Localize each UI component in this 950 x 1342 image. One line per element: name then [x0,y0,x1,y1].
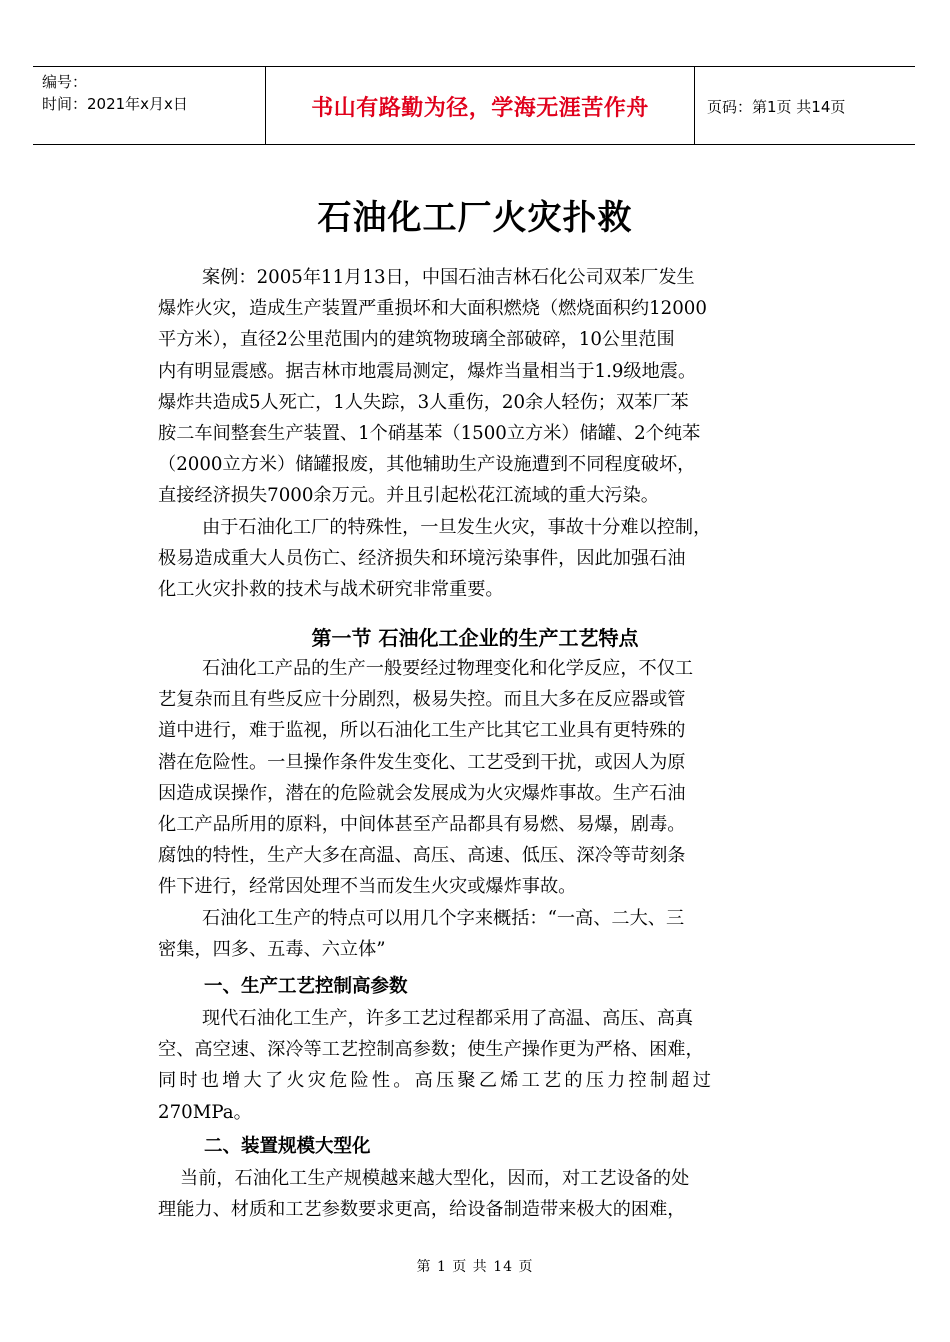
text-line: 平方米），直径2公里范围内的建筑物玻璃全部破碎，10公里范围 [158,329,675,351]
text-line: 爆炸火灾，造成生产装置严重损坏和大面积燃烧（燃烧面积约12000 [158,298,707,320]
page-footer: 第 1 页 共 14 页 [416,1259,534,1275]
page-info: 页码：第1页 共14页 [707,98,846,116]
document-header [33,66,915,145]
time-label: 时间：2021年x月x日 [42,95,188,113]
header-meta-cell [33,67,265,144]
text-line: 艺复杂而且有些反应十分剧烈，极易失控。而且大多在反应器或管 [158,689,686,711]
text-line: 化工产品所用的原料，中间体甚至产品都具有易燃、易爆，剧毒。 [158,813,686,835]
motto-text: 书山有路勤为径，学海无涯苦作舟 [311,96,649,121]
header-page-cell [695,67,915,144]
text-line: 道中进行，难于监视，所以石油化工生产比其它工业具有更特殊的 [158,720,686,742]
text-line: 石油化工生产的特点可以用几个字来概括：“一高、二大、三 [202,908,685,929]
subheading-2: 二、装置规模大型化 [204,1136,371,1157]
text-line: 极易造成重大人员伤亡、经济损失和环境污染事件，因此加强石油 [158,548,686,570]
text-line: 密集，四多、五毒、六立体” [158,939,386,961]
case-paragraph [158,262,826,512]
text-line: 因造成误操作，潜在的危险就会发展成为火灾爆炸事故。生产石油 [158,782,686,804]
text-line: 案例：2005年11月13日，中国石油吉林石化公司双苯厂发生 [202,267,695,288]
text-line: 潜在危险性。一旦操作条件发生变化、工艺受到干扰，或因人为原 [158,751,686,773]
document-title: 石油化工厂火灾扑救 [317,198,633,238]
text-line: 腐蚀的特性，生产大多在高温、高压、高速、低压、深冷等苛刻条 [158,845,686,867]
section1-paragraph-2 [158,903,826,965]
text-line: 爆炸共造成5人死亡，1人失踪，3人重伤，20余人轻伤；双苯厂苯 [158,391,689,413]
text-line: 理能力、材质和工艺参数要求更高，给设备制造带来极大的困难， [158,1199,686,1221]
text-line: 内有明显震感。据吉林市地震局测定，爆炸当量相当于1.9级地震。 [158,360,697,382]
text-line: 当前，石油化工生产规模越来越大型化，因而，对工艺设备的处 [180,1168,690,1189]
text-line: 同时也增大了火灾危险性。高压聚乙烯工艺的压力控制超过 [158,1070,715,1092]
header-motto-cell [265,67,695,144]
intro-paragraph [158,512,826,606]
text-line: 由于石油化工厂的特殊性，一旦发生火灾，事故十分难以控制， [202,517,712,538]
text-line: 石油化工产品的生产一般要经过物理变化和化学反应，不仅工 [202,658,694,679]
text-line: 现代石油化工生产，许多工艺过程都采用了高温、高压、高真 [202,1008,694,1029]
section-heading: 第一节 石油化工企业的生产工艺特点 [311,626,639,650]
text-line: （2000立方米）储罐报废，其他辅助生产设施遭到不同程度破坏， [158,454,696,476]
text-line: 直接经济损失7000余万元。并且引起松花江流域的重大污染。 [158,485,659,507]
subsection-2-paragraph [158,1163,826,1225]
text-line: 件下进行，经常因处理不当而发生火灾或爆炸事故。 [158,876,577,898]
text-line: 化工火灾扑救的技术与战术研究非常重要。 [158,579,504,601]
text-line: 胺二车间整套生产装置、1个硝基苯（1500立方米）储罐、2个纯苯 [158,422,701,444]
text-line: 270MPa。 [158,1101,252,1123]
text-line: 空、高空速、深冷等工艺控制高参数；使生产操作更为严格、困难， [158,1039,704,1061]
subheading-1: 一、生产工艺控制高参数 [204,976,408,997]
subsection-1-paragraph [158,1003,826,1128]
section1-paragraph-1 [158,653,826,903]
number-label: 编号： [42,73,88,91]
